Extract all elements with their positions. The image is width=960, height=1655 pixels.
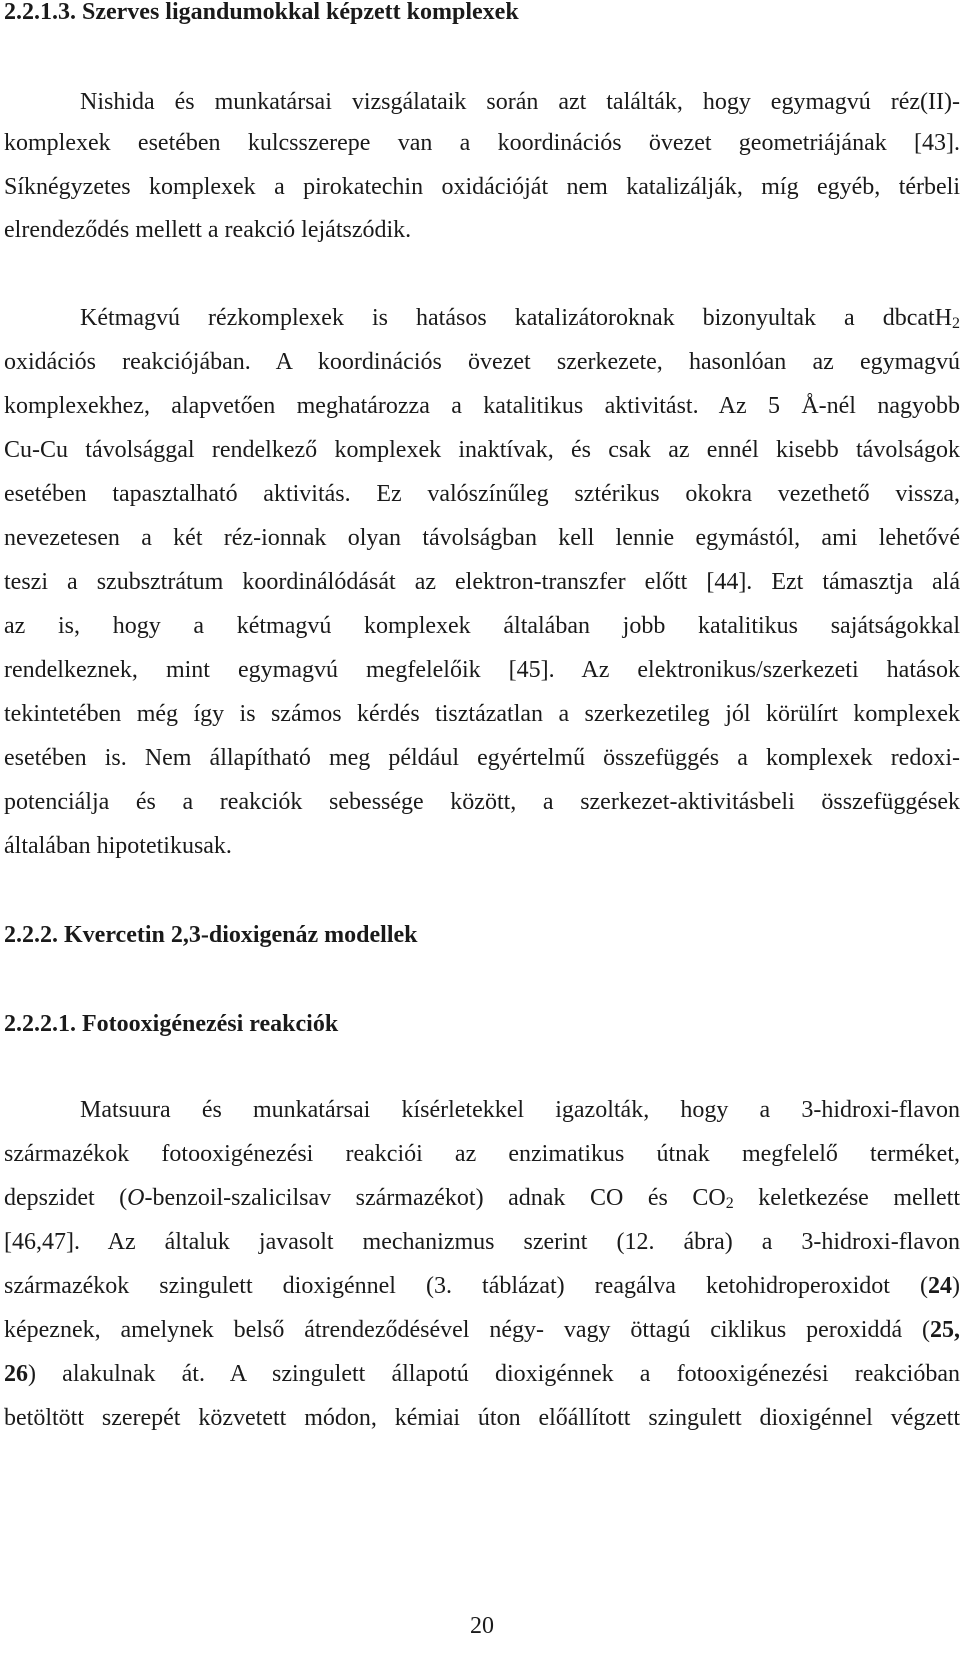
paragraph-line [80, 303, 960, 333]
paragraph-line [4, 1359, 960, 1389]
paragraph-line: Síknégyzetes komplexek a pirokatechin oxidációját nem katalizálják, míg egyéb, térbeli [4, 174, 960, 200]
paragraph-line: [46,47]. Az általuk javasolt mechanizmus szerint (12. ábra) a 3-hidroxi-flavon [4, 1229, 960, 1255]
paragraph-line: komplexekhez, alapvetően meghatározza a katalitikus aktivitást. Az 5 Å-nél nagyobb [4, 393, 960, 419]
paragraph-text: származékok szingulett dioxigénnel (3. táblázat) reagálva ketohidroperoxidot ( [4, 1273, 928, 1299]
paragraph-line: általában hipotetikusak. [4, 833, 232, 859]
paragraph-line: nevezetesen a két réz-ionnak olyan távolságban kell lennie egymástól, ami lehetővé [4, 525, 960, 551]
paragraph-line: Cu-Cu távolsággal rendelkező komplexek inaktívak, és csak az ennél kisebb távolságok [4, 437, 960, 463]
subscript: 2 [952, 315, 960, 332]
paragraph-line: esetében tapasztalható aktivitás. Ez valószínűleg sztérikus okokra vezethető vissza, [4, 481, 960, 507]
paragraph-text: keletkezése mellett [733, 1185, 960, 1211]
paragraph-text: -benzoil-szalicilsav származékot) adnak CO és CO [144, 1185, 726, 1211]
paragraph-line: betöltött szerepét közvetett módon, kémiai úton előállított szingulett dioxigénnel végzett [4, 1405, 960, 1431]
paragraph-line: Matsuura és munkatársai kísérletekkel igazolták, hogy a 3-hidroxi-flavon [80, 1097, 960, 1123]
subscript: 2 [725, 1195, 734, 1212]
compound-number: 24 [928, 1273, 952, 1299]
paragraph-line: esetében is. Nem állapítható meg például egyértelmű összefüggés a komplexek redoxi- [4, 745, 960, 771]
section-heading-2-2-2: 2.2.2. Kvercetin 2,3-dioxigenáz modellek [4, 922, 418, 948]
paragraph-line [4, 1315, 960, 1345]
paragraph-text: ) [952, 1273, 960, 1299]
paragraph-line: Nishida és munkatársai vizsgálataik során azt találták, hogy egymagvú réz(II)- [80, 89, 960, 115]
paragraph-line [4, 1271, 960, 1301]
paragraph-line: oxidációs reakciójában. A koordinációs övezet szerkezete, hasonlóan az egymagvú [4, 349, 960, 375]
section-heading-2-2-1-3: 2.2.1.3. Szerves ligandumokkal képzett komplexek [4, 0, 519, 25]
paragraph-line: származékok fotooxigénezési reakciói az enzimatikus útnak megfelelő terméket, [4, 1141, 960, 1167]
paragraph-text: képeznek, amelynek belső átrendeződésével négy- vagy öttagú ciklikus peroxiddá ( [4, 1317, 930, 1343]
paragraph-text: Kétmagvú rézkomplexek is hatásos katalizátoroknak bizonyultak a dbcatH [80, 305, 952, 331]
paragraph-line: teszi a szubsztrátum koordinálódását az elektron-transzfer előtt [44]. Ezt támasztja alá [4, 569, 960, 595]
paragraph-line: az is, hogy a kétmagvú komplexek általában jobb katalitikus sajátságokkal [4, 613, 960, 639]
compound-number: 25, [930, 1317, 960, 1343]
compound-number: 26 [4, 1361, 28, 1387]
paragraph-line: komplexek esetében kulcsszerepe van a koordinációs övezet geometriájának [43]. [4, 130, 960, 156]
paragraph-line: tekintetében még így is számos kérdés tisztázatlan a szerkezetileg jól körülírt komplexek [4, 701, 960, 727]
paragraph-line [4, 1183, 960, 1213]
paragraph-line: potenciálja és a reakciók sebessége között, a szerkezet-aktivitásbeli összefüggések [4, 789, 960, 815]
paragraph-line: elrendeződés mellett a reakció lejátszódik. [4, 217, 412, 243]
paragraph-text: ) alakulnak át. A szingulett állapotú dioxigénnek a fotooxigénezési reakcióban [28, 1361, 960, 1387]
paragraph-line: rendelkeznek, mint egymagvú megfelelőik [45]. Az elektronikus/szerkezeti hatások [4, 657, 960, 683]
section-heading-2-2-2-1: 2.2.2.1. Fotooxigénezési reakciók [4, 1011, 339, 1037]
paragraph-text: depszidet ( [4, 1185, 128, 1211]
page-number: 20 [470, 1613, 494, 1639]
italic-text: O [127, 1185, 145, 1211]
